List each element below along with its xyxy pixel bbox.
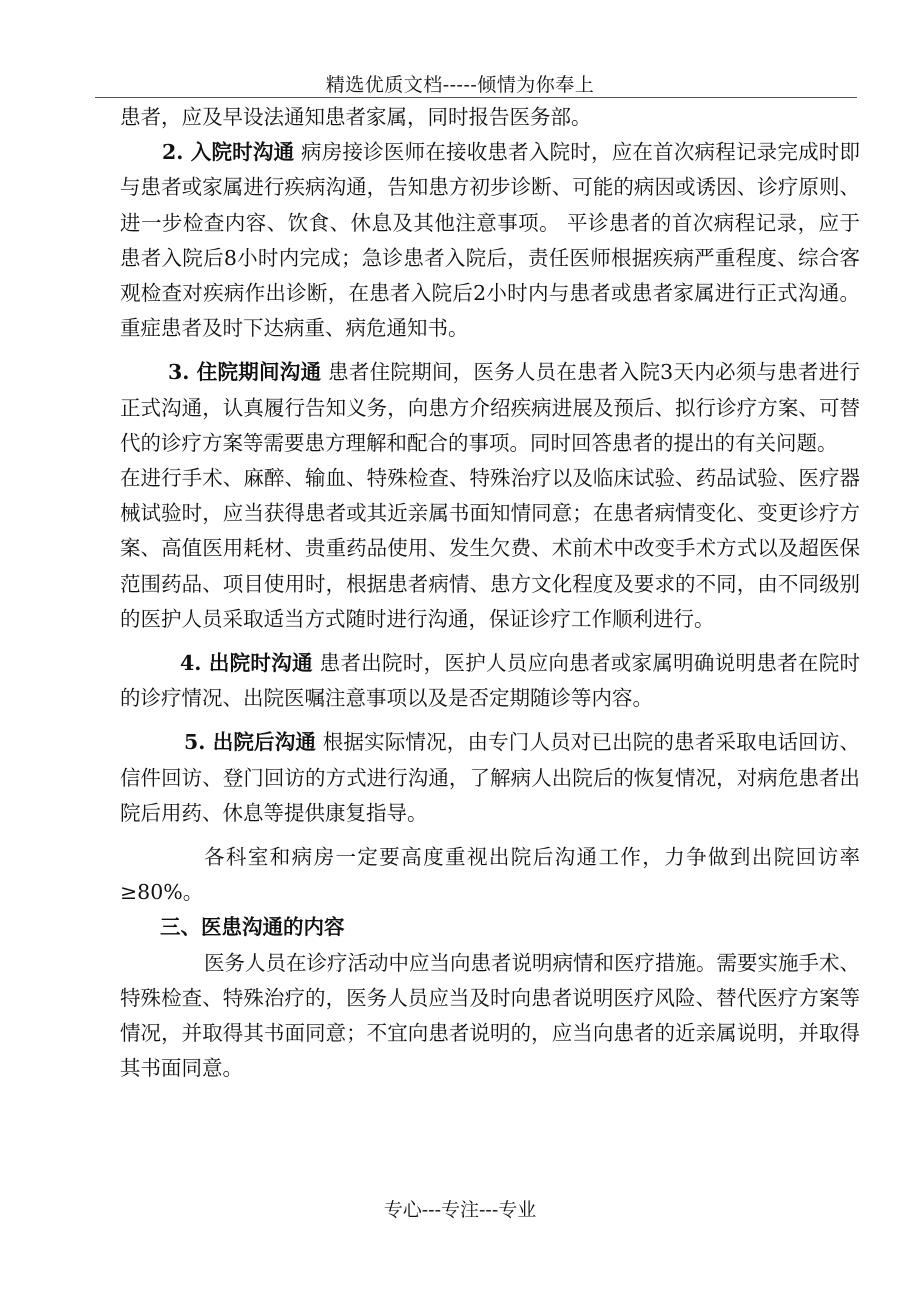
paragraph-informed-consent	[120, 461, 860, 637]
section-heading: 3. 住院期间沟通	[168, 360, 322, 385]
paragraph-inpatient-communication	[120, 355, 860, 461]
section-title	[120, 910, 860, 945]
section-heading: 5. 出院后沟通	[184, 730, 317, 755]
paragraph-text: 医务人员在诊疗活动中应当向患者说明病情和医疗措施。需要实施手术、特殊检查、特殊治疗的，医务人员应当及时向患者说明医疗风险、替代医疗方案等情况，并取得其书面同意；不宜向患者说明的，应当向患者的近亲属说明，并取得其书面同意。	[120, 950, 860, 1081]
document-body	[120, 100, 860, 1086]
section-heading: 4. 出院时沟通	[180, 651, 313, 676]
page-footer: 专心---专注---专业	[383, 1199, 537, 1221]
paragraph-text: 患者出院时，医护人员应向患者或家属明确说明患者在院时的诊疗情况、出院医嘱注意事项以及是否定期随诊等内容。	[120, 651, 860, 711]
section-heading: 2. 入院时沟通	[162, 140, 295, 165]
paragraph-post-discharge-communication	[120, 725, 860, 831]
paragraph-follow-up-rate	[120, 840, 860, 910]
paragraph-text: 在进行手术、麻醉、输血、特殊检查、特殊治疗以及临床试验、药品试验、医疗器械试验时，应当获得患者或其近亲属书面知情同意；在患者病情变化、变更诊疗方案、高值医用耗材、贵重药品使用、发生欠费、术前术中改变手术方式以及超医保范围药品、项目使用时，根据患者病情、患方文化程度及要求的不同，由不同级别的医护人员采取适当方式随时进行沟通，保证诊疗工作顺利进行。	[120, 466, 860, 631]
paragraph-text: 患者住院期间，医务人员在患者入院3天内必须与患者进行正式沟通，认真履行告知义务，向患方介绍疾病进展及预后、拟行诊疗方案、可替代的诊疗方案等需要患方理解和配合的事项。同时回答患者的提出的有关问题。	[120, 360, 860, 455]
paragraph-discharge-communication	[120, 646, 860, 716]
page-header: 精选优质文档-----倾情为你奉上	[325, 74, 595, 96]
paragraph-communication-content	[120, 946, 860, 1087]
paragraph-text: 根据实际情况，由专门人员对已出院的患者采取电话回访、信件回访、登门回访的方式进行沟通，了解病人出院后的恢复情况，对病危患者出院后用药、休息等提供康复指导。	[120, 730, 860, 825]
paragraph-continuation	[120, 100, 860, 135]
paragraph-text: 各科室和病房一定要高度重视出院后沟通工作，力争做到出院回访率≥80%。	[120, 845, 860, 905]
paragraph-admission-communication	[120, 135, 860, 346]
paragraph-text: 患者，应及早设法通知患者家属，同时报告医务部。	[120, 105, 592, 129]
paragraph-text: 病房接诊医师在接收患者入院时，应在首次病程记录完成时即与患者或家属进行疾病沟通，告知患方初步诊断、可能的病因或诱因、诊疗原则、进一步检查内容、饮食、休息及其他注意事项。 平诊患者的首次病程记录，应于患者入院后8小时内完成；急诊患者入院后，责任医师根据疾病严重程度、综合客观检查对疾病作出诊断，在患者入院后2小时内与患者或患者家属进行正式沟通。重症患者及时下达病重、病危通知书。	[120, 140, 861, 341]
section-heading: 三、医患沟通的内容	[160, 915, 345, 940]
header-divider	[95, 97, 857, 98]
